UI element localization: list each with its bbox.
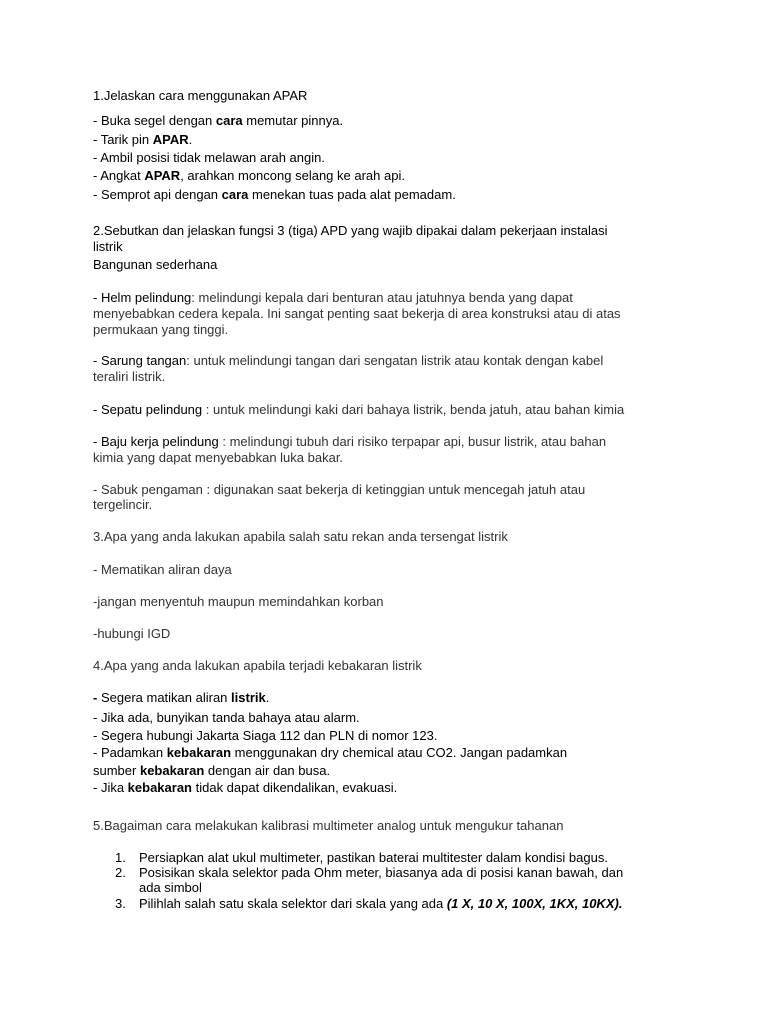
q2-sarung-line-2: teraliri listrik. xyxy=(93,369,166,384)
q2-sabuk-line-1: - Sabuk pengaman : digunakan saat bekerja di ketinggian untuk mencegah jatuh atau xyxy=(93,482,586,497)
question-1-title: 1.Jelaskan cara menggunakan APAR xyxy=(93,88,308,103)
q2-subtitle: Bangunan sederhana xyxy=(93,257,218,272)
q4-step-4: - Padamkan kebakaran menggunakan dry chemical atau CO2. Jangan padamkan xyxy=(93,745,568,760)
question-4-title: 4.Apa yang anda lakukan apabila terjadi kebakaran listrik xyxy=(93,658,422,673)
q2-baju-line-1: - Baju kerja pelindung : melindungi tubuh dari risiko terpapar api, busur listrik, atau bahan xyxy=(93,434,607,449)
q5-item-3-number: 3. xyxy=(115,896,126,911)
q2-sarung-line-1: - Sarung tangan: untuk melindungi tangan dari sengatan listrik atau kontak dengan kabel xyxy=(93,353,604,368)
question-3-title: 3.Apa yang anda lakukan apabila salah satu rekan anda tersengat listrik xyxy=(93,529,508,544)
q2-baju-line-2: kimia yang dapat menyebabkan luka bakar. xyxy=(93,450,344,465)
q2-sabuk-line-2: tergelincir. xyxy=(93,497,153,512)
q1-step-3: - Ambil posisi tidak melawan arah angin. xyxy=(93,150,325,165)
q1-step-2: - Tarik pin APAR. xyxy=(93,132,193,147)
q1-step-4: - Angkat APAR, arahkan moncong selang ke arah api. xyxy=(93,168,405,183)
q4-step-5: - Jika kebakaran tidak dapat dikendalikan, evakuasi. xyxy=(93,780,398,795)
q4-step-1: - Segera matikan aliran listrik. xyxy=(93,690,270,705)
q3-answer-3: -hubungi IGD xyxy=(93,626,171,641)
q4-step-3: - Segera hubungi Jakarta Siaga 112 dan PLN di nomor 123. xyxy=(93,728,438,743)
q5-item-3: Pilihlah salah satu skala selektor dari skala yang ada (1 X, 10 X, 100X, 1KX, 10KX). xyxy=(139,896,623,911)
q2-helm-line-3: permukaan yang tinggi. xyxy=(93,322,229,337)
question-2-title-cont: listrik xyxy=(93,239,123,254)
question-2-title: 2.Sebutkan dan jelaskan fungsi 3 (tiga) APD yang wajib dipakai dalam pekerjaan instalasi xyxy=(93,223,608,238)
q1-step-1: - Buka segel dengan cara memutar pinnya. xyxy=(93,113,344,128)
q4-step-2: - Jika ada, bunyikan tanda bahaya atau alarm. xyxy=(93,710,360,725)
q5-item-2-number: 2. xyxy=(115,865,126,880)
q2-helm-line-1: - Helm pelindung: melindungi kepala dari benturan atau jatuhnya benda yang dapat xyxy=(93,290,573,305)
q4-step-4-cont: sumber kebakaran dengan air dan busa. xyxy=(93,763,331,778)
q3-answer-1: - Mematikan aliran daya xyxy=(93,562,232,577)
question-5-title: 5.Bagaiman cara melakukan kalibrasi multimeter analog untuk mengukur tahanan xyxy=(93,818,564,833)
q1-step-5: - Semprot api dengan cara menekan tuas pada alat pemadam. xyxy=(93,187,456,202)
q5-item-1: Persiapkan alat ukul multimeter, pastikan baterai multitester dalam kondisi bagus. xyxy=(139,850,608,865)
q3-answer-2: -jangan menyentuh maupun memindahkan korban xyxy=(93,594,384,609)
q5-item-2: Posisikan skala selektor pada Ohm meter, biasanya ada di posisi kanan bawah, dan xyxy=(139,865,624,880)
q5-item-1-number: 1. xyxy=(115,850,126,865)
q2-helm-line-2: menyebabkan cedera kepala. Ini sangat penting saat bekerja di area konstruksi atau di atas xyxy=(93,306,621,321)
q2-sepatu-line: - Sepatu pelindung : untuk melindungi kaki dari bahaya listrik, benda jatuh, atau bahan kimia xyxy=(93,402,625,417)
q5-item-2-cont: ada simbol xyxy=(139,880,202,895)
